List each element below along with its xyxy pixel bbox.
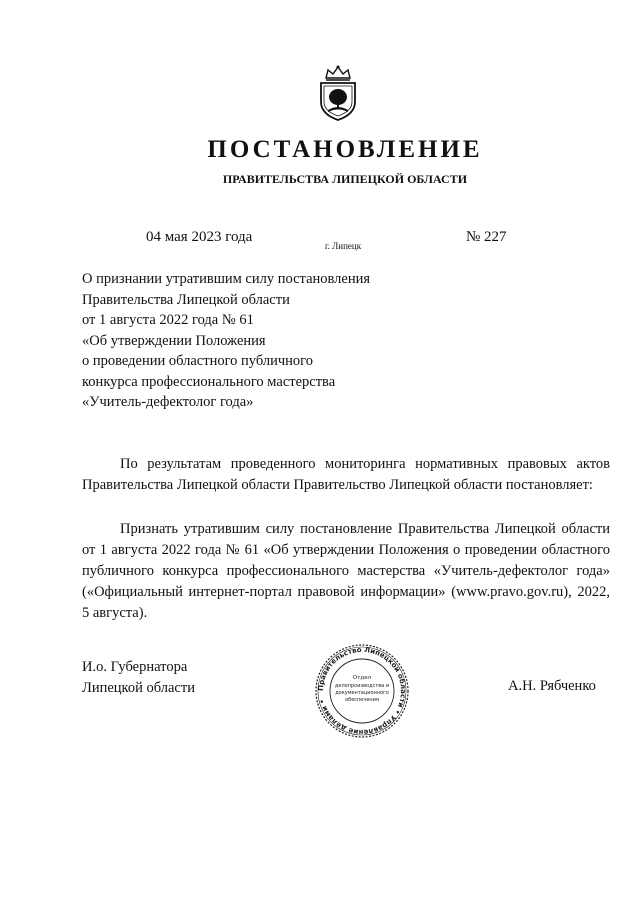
subject-line: о проведении областного публичного	[82, 353, 314, 369]
subject-line: конкурса профессионального мастерства	[82, 373, 336, 390]
stamp-inner-line: делопроизводства и	[334, 683, 390, 689]
body-paragraph-1-text: По результатам проведенного мониторинга нормативных правовых актов Правительства Липецкой области Правительство Липецкой области постановляет:	[82, 456, 610, 493]
signatory-position-line: И.о. Губернатора	[82, 659, 188, 675]
document-city: г. Липецк	[325, 241, 362, 251]
stamp-inner-line: обеспечения	[345, 697, 379, 703]
signatory-position-line: Липецкой области	[82, 680, 195, 696]
official-stamp	[314, 643, 410, 739]
document-title: ПОСТАНОВЛЕНИЕ	[207, 136, 483, 163]
subject-line: «Учитель-дефектолог года»	[82, 394, 254, 410]
stamp-outer-text: Правительство Липецкой области • Управление делами •	[316, 645, 408, 737]
document-date: 04 мая 2023 года	[146, 229, 253, 245]
stamp-inner-line: документационного	[335, 690, 389, 696]
body-paragraph-2-text: Признать утратившим силу постановление Правительства Липецкой области от 1 августа 2022 года № 61 «Об утверждении Положения о проведении областного публичного конкурса профессионального мастерства «Учитель-дефектолог года» («Официальный интернет-портал правовой информации» (www.pravo.gov.ru), 2022, 5 августа).	[82, 521, 610, 621]
document-subtitle: ПРАВИТЕЛЬСТВА ЛИПЕЦКОЙ ОБЛАСТИ	[222, 172, 468, 186]
body-paragraph-1	[82, 454, 610, 496]
subject-line: Правительства Липецкой области	[82, 291, 290, 308]
coat-of-arms-icon	[316, 64, 360, 122]
subject-line: от 1 августа 2022 года № 61	[82, 312, 254, 328]
document-subject	[82, 269, 370, 413]
signatory-name: А.Н. Рябченко	[508, 678, 596, 694]
subject-line: «Об утверждении Положения	[82, 332, 266, 349]
document-number: № 227	[466, 229, 507, 245]
subject-line: О признании утратившим силу постановления	[82, 271, 371, 287]
stamp-inner-line: Отдел	[352, 675, 372, 681]
signatory-position	[82, 657, 195, 699]
body-paragraph-2	[82, 519, 610, 624]
